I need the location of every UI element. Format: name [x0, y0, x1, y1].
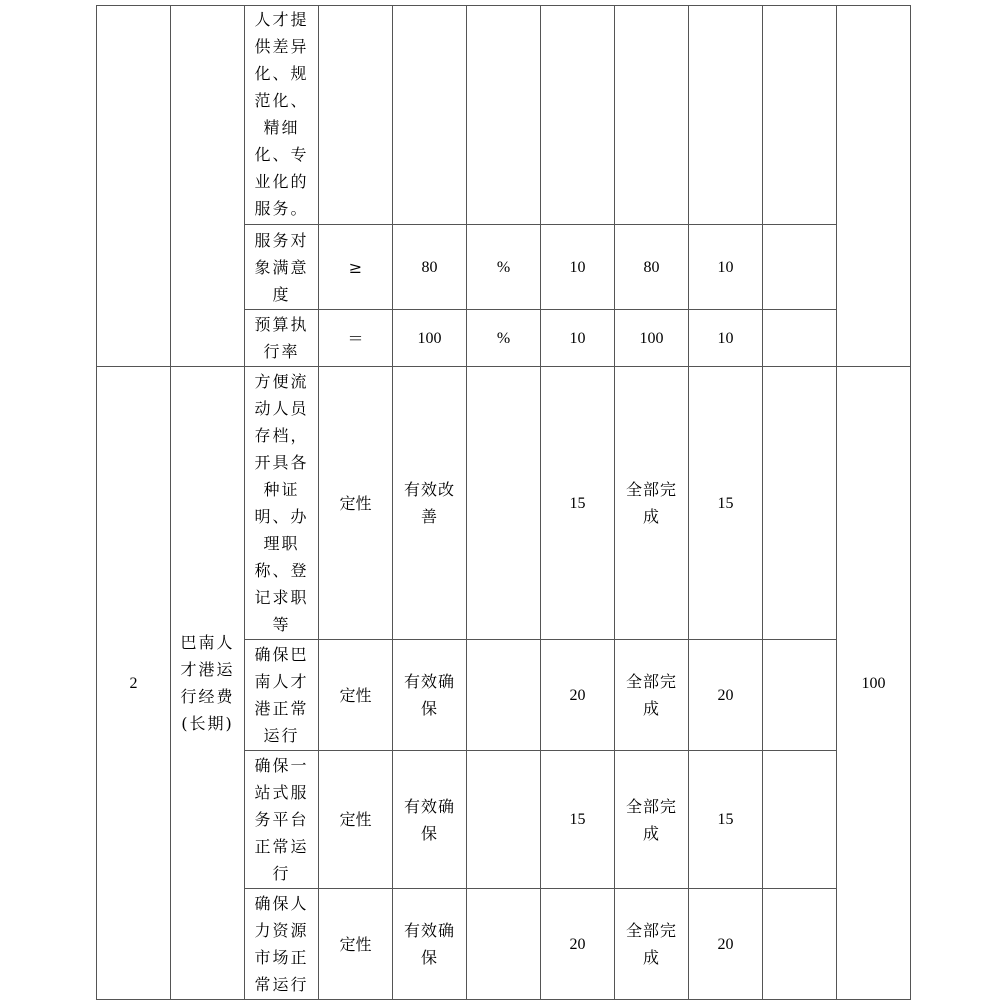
project-name: 巴南人才港运行经费(长期) — [180, 633, 235, 733]
total-value: 100 — [861, 674, 886, 692]
actual-text: 全部完成 — [625, 796, 677, 843]
indicator-cell — [245, 889, 319, 1000]
indicator-cell — [245, 6, 319, 225]
deduction-cell — [763, 367, 837, 640]
operator-cell — [319, 225, 393, 310]
target-text: 有效改善 — [403, 480, 455, 526]
type-text: 定性 — [339, 493, 372, 513]
actual-value: 80 — [643, 258, 660, 276]
unit-text: % — [496, 329, 511, 347]
target-value: 100 — [417, 329, 442, 347]
type-cell — [319, 367, 393, 640]
deduction-cell — [763, 225, 837, 310]
operator-text: ≥ — [348, 257, 363, 277]
score-value: 10 — [717, 258, 734, 276]
project-name-cell-empty — [171, 6, 245, 367]
target-cell — [393, 367, 467, 640]
target-cell — [393, 310, 467, 367]
unit-cell — [467, 225, 541, 310]
actual-cell — [615, 889, 689, 1000]
indicator-text: 确保巴南人才港正常运行 — [254, 645, 309, 745]
score-value: 20 — [717, 686, 734, 704]
indicator-cell — [245, 640, 319, 751]
deduction-cell — [763, 310, 837, 367]
deduction-cell — [763, 640, 837, 751]
indicator-cell — [245, 310, 319, 367]
deduction-cell — [763, 751, 837, 889]
actual-text: 全部完成 — [625, 921, 677, 967]
table-row — [97, 6, 911, 225]
actual-cell — [615, 225, 689, 310]
unit-cell — [467, 889, 541, 1000]
operator-cell — [319, 6, 393, 225]
weight-cell — [541, 640, 615, 751]
score-cell — [689, 367, 763, 640]
target-value: 80 — [421, 258, 438, 276]
type-text: 定性 — [339, 685, 372, 705]
score-cell — [689, 225, 763, 310]
actual-cell — [615, 310, 689, 367]
indicator-text: 服务对象满意度 — [254, 230, 309, 304]
project-name-cell — [171, 367, 245, 1000]
score-value: 15 — [717, 494, 734, 512]
unit-cell — [467, 310, 541, 367]
indicator-cell — [245, 751, 319, 889]
weight-value: 10 — [569, 258, 586, 276]
target-cell — [393, 889, 467, 1000]
score-cell — [689, 751, 763, 889]
deduction-cell — [763, 6, 837, 225]
actual-value: 100 — [639, 329, 664, 347]
weight-cell — [541, 310, 615, 367]
indicator-cell — [245, 225, 319, 310]
weight-value: 15 — [569, 494, 586, 512]
score-cell — [689, 310, 763, 367]
performance-table — [96, 5, 911, 1000]
target-cell — [393, 225, 467, 310]
target-text: 有效确保 — [403, 921, 455, 967]
project-index: 2 — [129, 674, 138, 692]
actual-text: 全部完成 — [625, 480, 677, 526]
weight-value: 20 — [569, 935, 586, 953]
actual-text: 全部完成 — [625, 672, 677, 718]
indicator-text: 方便流动人员存档，开具各种证明、办理职称、登记求职等 — [254, 372, 309, 634]
score-value: 10 — [717, 329, 734, 347]
weight-value: 20 — [569, 686, 586, 704]
score-value: 20 — [717, 935, 734, 953]
unit-cell — [467, 640, 541, 751]
type-cell — [319, 751, 393, 889]
indicator-text: 人才提供差异化、规范化、精细化、专业化的服务。 — [254, 10, 309, 218]
actual-cell — [615, 751, 689, 889]
target-cell — [393, 751, 467, 889]
actual-cell — [615, 6, 689, 225]
weight-value: 10 — [569, 329, 586, 347]
index-cell — [97, 367, 171, 1000]
indicator-text: 确保人力资源市场正常运行 — [254, 894, 309, 994]
operator-text: ＝ — [347, 328, 364, 348]
indicator-cell — [245, 367, 319, 640]
deduction-cell — [763, 889, 837, 1000]
type-text: 定性 — [339, 810, 372, 829]
target-text: 有效确保 — [403, 796, 455, 843]
indicator-text: 确保一站式服务平台正常运行 — [254, 756, 309, 883]
weight-cell — [541, 889, 615, 1000]
total-cell — [837, 367, 911, 1000]
type-cell — [319, 640, 393, 751]
score-value: 15 — [717, 811, 734, 828]
table-row — [97, 367, 911, 640]
target-text: 有效确保 — [403, 672, 455, 718]
target-cell — [393, 640, 467, 751]
actual-cell — [615, 367, 689, 640]
index-cell-empty — [97, 6, 171, 367]
type-text: 定性 — [339, 934, 372, 954]
weight-cell — [541, 6, 615, 225]
score-cell — [689, 6, 763, 225]
unit-cell — [467, 6, 541, 225]
total-cell-empty — [837, 6, 911, 367]
score-cell — [689, 640, 763, 751]
unit-text: % — [496, 258, 511, 276]
target-cell — [393, 6, 467, 225]
weight-cell — [541, 751, 615, 889]
type-cell — [319, 889, 393, 1000]
indicator-text: 预算执行率 — [254, 315, 309, 361]
unit-cell — [467, 751, 541, 889]
operator-cell — [319, 310, 393, 367]
weight-value: 15 — [569, 811, 586, 828]
weight-cell — [541, 225, 615, 310]
actual-cell — [615, 640, 689, 751]
unit-cell — [467, 367, 541, 640]
weight-cell — [541, 367, 615, 640]
score-cell — [689, 889, 763, 1000]
